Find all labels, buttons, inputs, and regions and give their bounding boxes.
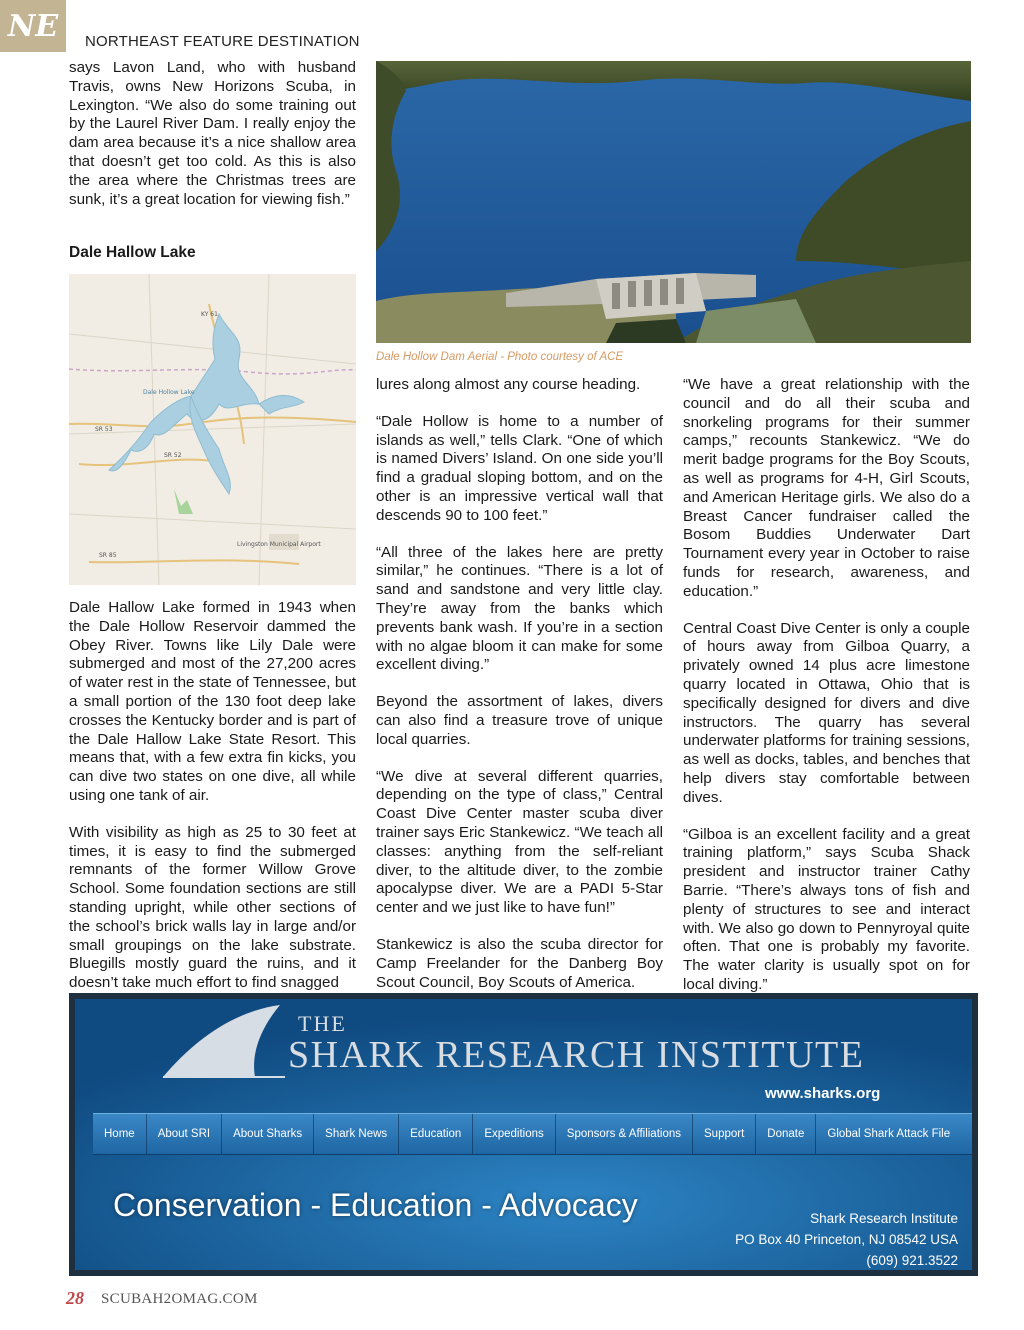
paragraph-col2-2: “Dale Hollow is home to a number of islands as well,” tells Clark. “One of which is named Divers’ Island. On one side you’ll find a gradual sloping bottom, and on the other is an impressive vertical wall that descends 90 to 100 feet.” (376, 412, 663, 524)
nav-about-sharks[interactable]: About Sharks (222, 1114, 314, 1154)
nav-shark-news[interactable]: Shark News (314, 1114, 399, 1154)
paragraph-col3-2: Central Coast Dive Center is only a couple of hours away from Gilboa Quarry, a privately owned 14 plus acre limestone quarry located in Ottawa, Ohio that is specifically designed for divers and dive instructors. The quarry has several underwater platforms for training sessions, as well as docks, tables, and benches that help divers stay comfortable between dives. (683, 619, 970, 806)
section-title: NORTHEAST FEATURE DESTINATION (85, 33, 360, 50)
nav-education[interactable]: Education (399, 1114, 473, 1154)
ad-url-link[interactable]: www.sharks.org (765, 1085, 881, 1102)
column-2 (376, 376, 663, 992)
column-1-top (69, 59, 356, 209)
nav-attack-file[interactable]: Global Shark Attack File (827, 1128, 951, 1140)
dam-aerial-photo (376, 61, 971, 343)
map-label-sr53: SR 53 (95, 426, 113, 433)
lake-map (69, 274, 356, 585)
ad-address-name: Shark Research Institute (810, 1211, 958, 1226)
paragraph-col3-1: “We have a great relationship with the council and do all their scuba and snorkeling programs for their summer camps,” recounts Stankewicz. “We do merit badge programs for the Boy Scouts, as well as programs for 4-H, Girl Scouts, and American Heritage girls. We also do a Breast Cancer fundraiser called the Bosom Buddies Underwater Dart Tournament every year in October to raise funds for research, awareness, and education.” (683, 376, 970, 600)
photo-caption: Dale Hollow Dam Aerial - Photo courtesy of ACE (376, 351, 624, 363)
subhead-dale-hallow: Dale Hallow Lake (69, 244, 196, 261)
ad-address (735, 1208, 958, 1271)
map-label-lake: Dale Hollow Lake (143, 389, 195, 396)
paragraph-col3-3: “Gilboa is an excellent facility and a great training platform,” says Scuba Shack president and instructor trainer Cathy Barrie. “There’s always tons of fish and plenty of structures to see and interact with. We also go down to Pennyroyal quite often. That one is probably my favorite. The water clarity is usually spot on for local diving.” (683, 825, 970, 993)
nav-expeditions[interactable]: Expeditions (473, 1114, 555, 1154)
paragraph-intro: says Lavon Land, who with husband Travis, owns New Horizons Scuba, in Lexington. “We also do some training out by the Laurel River Dam. I really enjoy the dam area because it’s a nice shallow area that doesn’t get too cold. As this is also the area where the Christmas trees are sunk, it’s a great location for viewing fish.” (69, 59, 356, 208)
ad-address-street: PO Box 40 Princeton, NJ 08542 USA (735, 1232, 958, 1247)
paragraph-visibility: With visibility as high as 25 to 30 feet at times, it is easy to find the submerged remnants of the former Willow Grove School. Some foundation sections are still standing upright, while other sections of the school’s brick walls lay in large and/or small groupings on the lake substrate. Bluegills mostly guard the ruins, and it doesn’t take much effort to find snagged (69, 823, 356, 992)
paragraph-formed: Dale Hallow Lake formed in 1943 when the Dale Hollow Reservoir dammed the Obey River. Towns like Lily Dale were submerged and most of the 27,200 acres of water rest in the state of Tennessee, but a small portion of the 130 foot deep lake crosses the Kentucky border and is part of the Dale Hallow Lake State Resort. This means that, with a few extra fin kicks, you can dive two states on one dive, all while using one tank of air. (69, 599, 356, 804)
paragraph-col2-4: Beyond the assortment of lakes, divers can also find a treasure trove of unique local quarries. (376, 693, 663, 748)
ad-title: SHARK RESEARCH INSTITUTE (288, 1034, 865, 1076)
paragraph-col2-6: Stankewicz is also the scuba director for Camp Freelander for the Danberg Boy Scout Council, Boy Scouts of America. (376, 935, 663, 991)
column-3 (683, 376, 970, 995)
column-1-bottom (69, 599, 356, 993)
nav-about-sri[interactable]: About SRI (147, 1114, 222, 1154)
paragraph-col2-3: “All three of the lakes here are pretty similar,” he continues. “There is a lot of sand and sandstone and very little clay. They’re away from the banks which prevents bank wash. If you’re in a section with no algae bloom it can make for some excellent diving.” (376, 543, 663, 674)
ad-address-phone: (609) 921.3522 (866, 1253, 958, 1268)
map-label-sr85: SR 85 (99, 552, 117, 559)
section-badge: NE (0, 0, 66, 52)
paragraph-col2-1: lures along almost any course heading. (376, 376, 641, 393)
nav-donate[interactable]: Donate (756, 1114, 816, 1154)
map-drawing (69, 274, 356, 585)
map-label-ky61: KY 61 (201, 311, 218, 318)
magazine-url: SCUBAH2OMAG.COM (101, 1291, 258, 1307)
dam-aerial-drawing (376, 61, 971, 343)
nav-home[interactable]: Home (93, 1114, 147, 1154)
ad-the: THE (298, 1011, 347, 1036)
map-label-airport: Livingston Municipal Airport (237, 541, 321, 548)
shark-research-ad[interactable] (69, 993, 978, 1276)
ad-slogan: Conservation - Education - Advocacy (113, 1187, 638, 1223)
map-label-sr52: SR 52 (164, 452, 182, 459)
nav-sponsors[interactable]: Sponsors & Affiliations (556, 1114, 693, 1154)
paragraph-col2-5: “We dive at several different quarries, depending on the type of class,” Central Coast Dive Center master scuba diver trainer says Eric Stankewicz. “We teach all classes: anything from the self-reliant diver, to the altitude diver, to the zombie apocalypse diver. We are a PADI 5-Star center and we just like to have fun!” (376, 767, 663, 917)
nav-support[interactable]: Support (693, 1114, 756, 1154)
ad-nav-bar (93, 1113, 978, 1155)
page-number: 28 (66, 1288, 84, 1308)
